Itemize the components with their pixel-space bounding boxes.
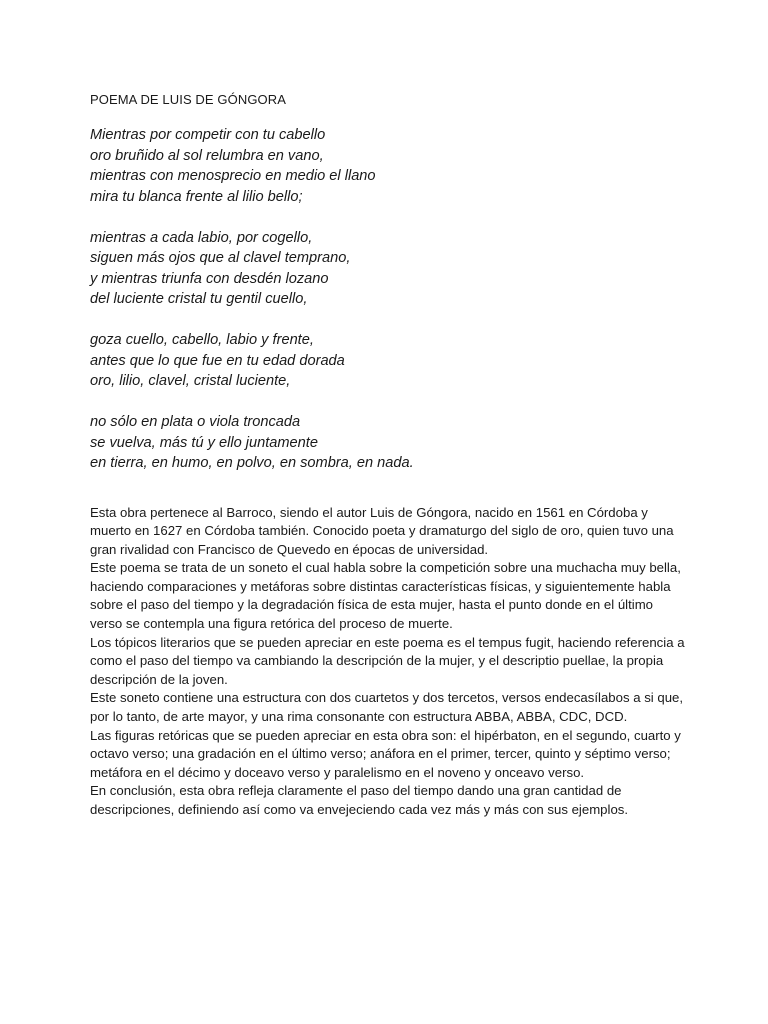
poem-verse: antes que lo que fue en tu edad dorada bbox=[90, 352, 345, 369]
analysis-paragraph: Los tópicos literarios que se pueden apreciar en este poema es el tempus fugit, haciendo referencia a como el paso del tiempo va cambiando la descripción de la mujer, y el descriptio puellae, la propia descripción de la joven. bbox=[90, 634, 685, 687]
poem-verse: mientras con menosprecio en medio el llano bbox=[90, 168, 376, 184]
document-title: POEMA DE LUIS DE GÓNGORA bbox=[90, 92, 286, 107]
poem-verse: mira tu blanca frente al lilio bello; bbox=[90, 188, 303, 205]
poem-verse: y mientras triunfa con desdén lozano bbox=[90, 270, 329, 287]
poem bbox=[90, 125, 686, 474]
poem-verse: oro bruñido al sol relumbra en vano, bbox=[90, 147, 324, 164]
document-page bbox=[90, 91, 686, 820]
poem-verse: goza cuello, cabello, labio y frente, bbox=[90, 332, 314, 348]
poem-stanza-1 bbox=[90, 125, 686, 207]
poem-stanza-4 bbox=[90, 412, 686, 474]
analysis-paragraph: Este soneto contiene una estructura con dos cuartetos y dos tercetos, versos endecasílabos a si que, por lo tanto, de arte mayor, y una rima consonante con estructura ABBA, ABBA, CDC, DCD. bbox=[90, 690, 684, 725]
poem-verse: mientras a cada labio, por cogello, bbox=[90, 229, 313, 246]
poem-verse: Mientras por competir con tu cabello bbox=[90, 127, 326, 143]
poem-stanza-3 bbox=[90, 330, 686, 392]
poem-verse: no sólo en plata o viola troncada bbox=[90, 414, 301, 430]
poem-verse: oro, lilio, clavel, cristal luciente, bbox=[90, 373, 291, 389]
poem-verse: del luciente cristal tu gentil cuello, bbox=[90, 291, 308, 307]
poem-verse: se vuelva, más tú y ello juntamente bbox=[90, 434, 318, 451]
analysis-paragraph: Las figuras retóricas que se pueden apreciar en esta obra son: el hipérbaton, en el segundo, cuarto y octavo verso; una gradación en el último verso; anáfora en el primer, tercer, quinto y séptimo verso; metáfora en el décimo y doceavo verso y paralelismo en el noveno y onceavo verso. bbox=[90, 727, 681, 780]
poem-verse: siguen más ojos que al clavel temprano, bbox=[90, 250, 351, 266]
poem-stanza-2 bbox=[90, 228, 686, 310]
analysis-text bbox=[90, 504, 686, 820]
analysis-paragraph: En conclusión, esta obra refleja claramente el paso del tiempo dando una gran cantidad de descripciones, definiendo así como va envejeciendo cada vez más y más con sus ejemplos. bbox=[90, 783, 629, 817]
analysis-paragraph: Esta obra pertenece al Barroco, siendo el autor Luis de Góngora, nacido en 1561 en Córdoba y muerto en 1627 en Córdoba también. Conocido poeta y dramaturgo del siglo de oro, quien tuvo una gran rivalidad con Francisco de Quevedo en épocas de universidad. bbox=[90, 504, 674, 557]
analysis-paragraph: Este poema se trata de un soneto el cual habla sobre la competición sobre una muchacha muy bella, haciendo comparaciones y metáforas sobre distintas características físicas, y siguientemente habla sobre el paso del tiempo y la degradación física de esta mujer, hasta el punto donde en el último verso se contempla una figura retórica del proceso de muerte. bbox=[90, 560, 681, 632]
poem-verse: en tierra, en humo, en polvo, en sombra, en nada. bbox=[90, 455, 414, 471]
